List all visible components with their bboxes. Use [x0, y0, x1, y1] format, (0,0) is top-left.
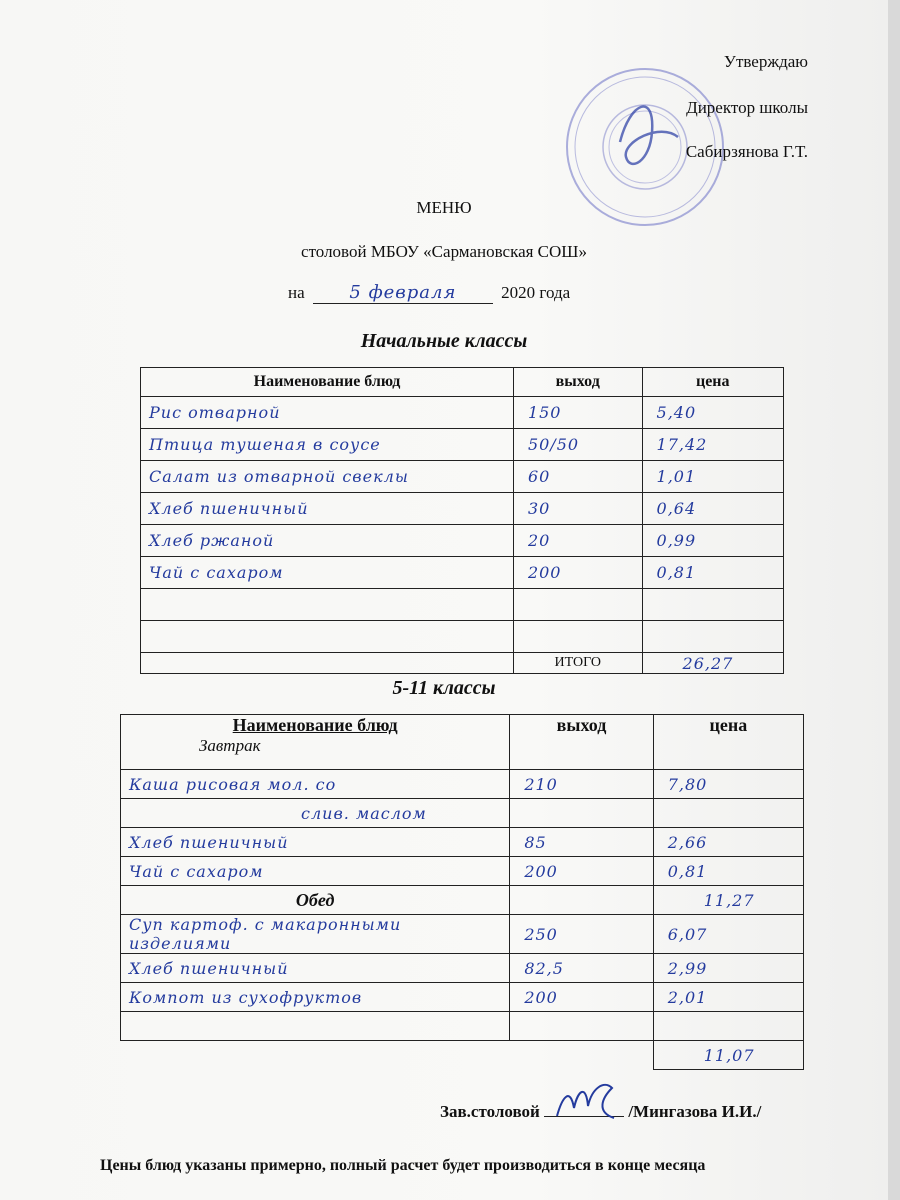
primary-section-title: Начальные классы [360, 330, 528, 352]
table-row [141, 557, 784, 589]
dish-output: 82,5 [510, 954, 653, 983]
dish-output: 85 [510, 828, 653, 857]
column-header-name-text: Наименование блюд [232, 715, 398, 735]
dish-price: 17,42 [642, 429, 783, 461]
table-row [141, 525, 784, 557]
dish-name: Чай с сахаром [121, 857, 510, 886]
table-row [121, 915, 804, 954]
total-value: 26,27 [642, 653, 783, 674]
signature-label: Зав.столовой [440, 1102, 540, 1121]
secondary-menu-table [120, 714, 804, 1070]
dish-price: 0,64 [642, 493, 783, 525]
empty-cell [510, 1041, 653, 1070]
dish-output: 250 [510, 915, 653, 954]
dish-price: 2,66 [653, 828, 803, 857]
primary-menu-table [140, 367, 784, 674]
table-row [141, 589, 784, 621]
footer-note: Цены блюд указаны примерно, полный расчет будет производиться в конце месяца [100, 1157, 706, 1174]
dish-name: Хлеб пшеничный [141, 493, 514, 525]
dish-name: Хлеб пшеничный [121, 828, 510, 857]
date-line [288, 282, 570, 304]
dish-price: 1,01 [642, 461, 783, 493]
dish-price: 2,01 [653, 983, 803, 1012]
table-row [121, 828, 804, 857]
dish-output: 50/50 [513, 429, 642, 461]
total-label: ИТОГО [513, 653, 642, 674]
dish-output: 20 [513, 525, 642, 557]
dish-price [653, 1012, 803, 1041]
dish-name: Чай с сахаром [141, 557, 514, 589]
dish-output: 200 [513, 557, 642, 589]
dish-price [642, 621, 783, 653]
dish-name: Хлеб ржаной [141, 525, 514, 557]
table-row [121, 799, 804, 828]
dish-price: 0,81 [642, 557, 783, 589]
dish-output: 200 [510, 983, 653, 1012]
dish-output: 210 [510, 770, 653, 799]
lunch-label: Обед [121, 886, 510, 915]
dish-price: 6,07 [653, 915, 803, 954]
date-handwritten: 5 февраля [313, 282, 493, 304]
table-row [121, 770, 804, 799]
table-row [141, 429, 784, 461]
dish-name: слив. маслом [121, 799, 510, 828]
breakfast-total: 11,27 [653, 886, 803, 915]
dish-name [121, 1012, 510, 1041]
dish-output [510, 1012, 653, 1041]
meal-divider-row [121, 886, 804, 915]
table-row [141, 461, 784, 493]
table-row [121, 983, 804, 1012]
dish-name: Салат из отварной свеклы [141, 461, 514, 493]
dish-output: 60 [513, 461, 642, 493]
total-row [121, 1041, 804, 1070]
dish-price: 0,99 [642, 525, 783, 557]
dish-name: Компот из сухофруктов [121, 983, 510, 1012]
dish-name: Рис отварной [141, 397, 514, 429]
table-header-row [121, 715, 804, 770]
handwritten-signature-icon [552, 1078, 622, 1123]
dish-name: Птица тушеная в соусе [141, 429, 514, 461]
signature-block [440, 1100, 761, 1122]
table-row [121, 1012, 804, 1041]
document-subtitle: столовой МБОУ «Сармановская СОШ» [301, 242, 587, 261]
dish-output: 30 [513, 493, 642, 525]
column-header-price: цена [642, 368, 783, 397]
dish-output: 200 [510, 857, 653, 886]
dish-price: 2,99 [653, 954, 803, 983]
signature-line [544, 1100, 624, 1117]
dish-price: 7,80 [653, 770, 803, 799]
approve-line: Утверждаю [723, 52, 808, 71]
date-prefix: на [288, 283, 305, 302]
date-suffix: 2020 года [501, 283, 571, 302]
dish-price: 0,81 [653, 857, 803, 886]
dish-output [510, 799, 653, 828]
column-header-output: выход [513, 368, 642, 397]
dish-name [141, 589, 514, 621]
dish-price: 5,40 [642, 397, 783, 429]
dish-output [513, 589, 642, 621]
table-header-row [141, 368, 784, 397]
column-header-price: цена [653, 715, 803, 770]
total-spacer [141, 653, 514, 674]
empty-cell [510, 886, 653, 915]
dish-name [141, 621, 514, 653]
table-row [121, 954, 804, 983]
dish-name: Суп картоф. с макаронными изделиями [121, 915, 510, 954]
dish-name: Хлеб пшеничный [121, 954, 510, 983]
table-row [141, 621, 784, 653]
dish-output: 150 [513, 397, 642, 429]
total-row [141, 653, 784, 674]
table-row [121, 857, 804, 886]
table-row [141, 397, 784, 429]
approve-name: Сабирзянова Г.Т. [685, 142, 808, 161]
breakfast-label: Завтрак [199, 736, 261, 755]
lunch-total: 11,07 [653, 1041, 803, 1070]
column-header-name [121, 715, 510, 770]
secondary-section-title: 5-11 классы [392, 677, 496, 699]
approve-position: Директор школы [686, 98, 808, 117]
document-title: МЕНЮ [416, 198, 472, 217]
background-edge [888, 0, 900, 1200]
table-row [141, 493, 784, 525]
empty-cell [121, 1041, 510, 1070]
dish-price [642, 589, 783, 621]
column-header-output: выход [510, 715, 653, 770]
column-header-name: Наименование блюд [141, 368, 514, 397]
dish-name: Каша рисовая мол. со [121, 770, 510, 799]
dish-price [653, 799, 803, 828]
dish-output [513, 621, 642, 653]
signature-name: /Мингазова И.И./ [628, 1102, 762, 1121]
